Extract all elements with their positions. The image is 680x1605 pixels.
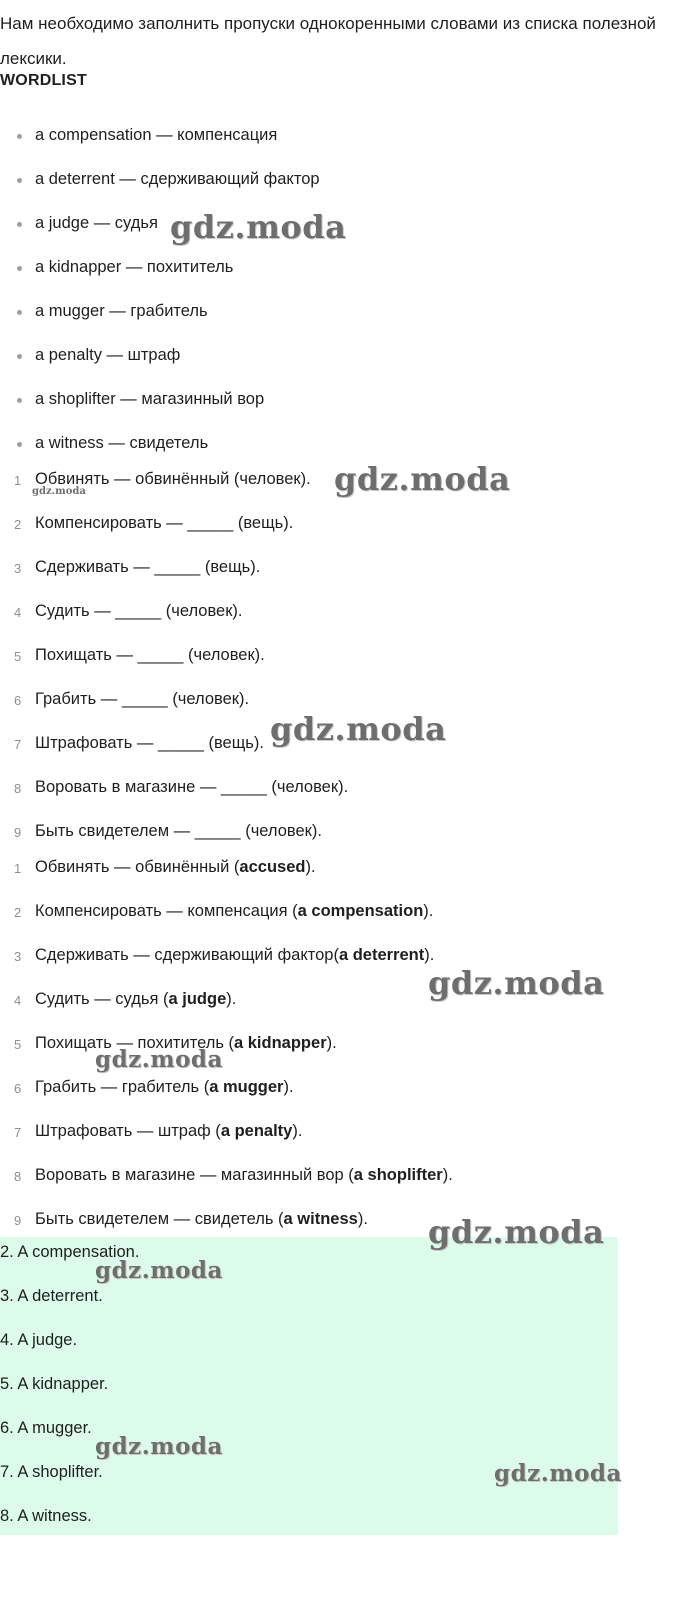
task-text: Похищать — _____ (человек). bbox=[35, 646, 265, 664]
answer-item: 3. A deterrent. bbox=[0, 1287, 103, 1305]
solution-text: Грабить — грабитель ( bbox=[35, 1078, 210, 1096]
task-item bbox=[0, 776, 348, 820]
solution-tail: ). bbox=[326, 1034, 337, 1052]
watermark: gdz.moda bbox=[95, 1433, 223, 1460]
solution-text: Обвинять — обвинённый ( bbox=[35, 858, 240, 876]
solution-tail: ). bbox=[442, 1166, 453, 1184]
solution-item bbox=[0, 856, 453, 900]
task-text: Обвинять — обвинённый (человек). bbox=[35, 470, 311, 488]
task-item bbox=[0, 600, 348, 644]
task-item bbox=[0, 732, 348, 776]
wordlist-item: a judge — судья bbox=[0, 212, 320, 256]
solution-answer: a shoplifter bbox=[353, 1166, 443, 1184]
task-number: 5 bbox=[14, 649, 22, 664]
solution-tail: ). bbox=[305, 858, 316, 876]
solution-item bbox=[0, 1076, 453, 1120]
solution-text: Быть свидетелем — свидетель ( bbox=[35, 1210, 284, 1228]
task-text: Грабить — _____ (человек). bbox=[35, 690, 250, 708]
solution-number: 1 bbox=[14, 861, 22, 876]
task-number: 4 bbox=[14, 605, 22, 620]
task-item bbox=[0, 644, 348, 688]
task-text: Сдерживать — _____ (вещь). bbox=[35, 558, 261, 576]
solution-number: 7 bbox=[14, 1125, 22, 1140]
solution-number: 2 bbox=[14, 905, 22, 920]
wordlist-item: a kidnapper — похититель bbox=[0, 256, 320, 300]
solution-number: 5 bbox=[14, 1037, 22, 1052]
watermark: gdz.moda bbox=[494, 1460, 622, 1487]
task-number: 8 bbox=[14, 781, 22, 796]
solution-number: 4 bbox=[14, 993, 22, 1008]
solution-item bbox=[0, 1164, 453, 1208]
task-number: 7 bbox=[14, 737, 22, 752]
solution-answer: a kidnapper bbox=[234, 1034, 327, 1052]
task-text: Судить — _____ (человек). bbox=[35, 602, 243, 620]
solution-item bbox=[0, 988, 453, 1032]
task-text: Быть свидетелем — _____ (человек). bbox=[35, 822, 322, 840]
answer-item: 8. A witness. bbox=[0, 1507, 92, 1525]
solution-text: Компенсировать — компенсация ( bbox=[35, 902, 298, 920]
answer-item: 7. A shoplifter. bbox=[0, 1463, 103, 1481]
answers-box bbox=[0, 1237, 618, 1535]
task-item bbox=[0, 468, 348, 512]
answer-item: 2. A compensation. bbox=[0, 1243, 140, 1261]
solution-answer: a compensation bbox=[297, 902, 424, 920]
solution-tail: ). bbox=[423, 902, 434, 920]
wordlist-item: a penalty — штраф bbox=[0, 344, 320, 388]
task-number: 9 bbox=[14, 825, 22, 840]
solution-answer: a deterrent bbox=[338, 946, 425, 964]
task-text: Компенсировать — _____ (вещь). bbox=[35, 514, 294, 532]
watermark: gdz.moda bbox=[32, 486, 86, 497]
solution-tail: ). bbox=[283, 1078, 294, 1096]
solution-tail: ). bbox=[424, 946, 435, 964]
answer-item: 4. A judge. bbox=[0, 1331, 78, 1349]
watermark: gdz.moda bbox=[428, 1213, 605, 1251]
task-item bbox=[0, 556, 348, 600]
solution-tail: ). bbox=[292, 1122, 303, 1140]
wordlist bbox=[0, 124, 320, 476]
task-list bbox=[0, 468, 348, 864]
solution-item bbox=[0, 1120, 453, 1164]
task-number: 2 bbox=[14, 517, 22, 532]
answer-item: 6. A mugger. bbox=[0, 1419, 92, 1437]
solution-number: 9 bbox=[14, 1213, 22, 1228]
watermark: gdz.moda bbox=[170, 208, 347, 246]
solution-text: Воровать в магазине — магазинный вор ( bbox=[35, 1166, 354, 1184]
solution-item bbox=[0, 944, 453, 988]
solution-answer: accused bbox=[239, 858, 306, 876]
solution-answer: a witness bbox=[283, 1210, 358, 1228]
task-text: Воровать в магазине — _____ (человек). bbox=[35, 778, 349, 796]
solution-number: 6 bbox=[14, 1081, 22, 1096]
wordlist-item: a deterrent — сдерживающий фактор bbox=[0, 168, 320, 212]
solution-answer: a penalty bbox=[220, 1122, 293, 1140]
solution-answer: a mugger bbox=[209, 1078, 284, 1096]
task-item bbox=[0, 688, 348, 732]
solution-number: 3 bbox=[14, 949, 22, 964]
wordlist-item: a mugger — грабитель bbox=[0, 300, 320, 344]
watermark: gdz.moda bbox=[428, 964, 605, 1002]
solution-list bbox=[0, 856, 453, 1252]
task-text: Штрафовать — _____ (вещь). bbox=[35, 734, 264, 752]
task-number: 3 bbox=[14, 561, 22, 576]
solution-answer: a judge bbox=[168, 990, 227, 1008]
watermark: gdz.moda bbox=[270, 710, 447, 748]
solution-text: Судить — судья ( bbox=[35, 990, 169, 1008]
solution-text: Сдерживать — сдерживающий фактор( bbox=[35, 946, 339, 964]
solution-item bbox=[0, 1032, 453, 1076]
wordlist-heading: WORDLIST bbox=[0, 72, 87, 89]
answer-item: 5. A kidnapper. bbox=[0, 1375, 109, 1393]
task-number: 1 bbox=[14, 473, 22, 488]
watermark: gdz.moda bbox=[95, 1046, 223, 1073]
solution-number: 8 bbox=[14, 1169, 22, 1184]
solution-item bbox=[0, 900, 453, 944]
task-item bbox=[0, 512, 348, 556]
wordlist-item: a compensation — компенсация bbox=[0, 124, 320, 168]
wordlist-item: a witness — свидетель bbox=[0, 432, 320, 476]
intro-text: Нам необходимо заполнить пропуски однокоренными словами из списка полезной лексики. bbox=[0, 14, 656, 68]
solution-tail: ). bbox=[226, 990, 237, 1008]
solution-text: Похищать — похититель ( bbox=[35, 1034, 234, 1052]
task-number: 6 bbox=[14, 693, 22, 708]
solution-tail: ). bbox=[357, 1210, 368, 1228]
watermark: gdz.moda bbox=[334, 460, 511, 498]
solution-text: Штрафовать — штраф ( bbox=[35, 1122, 221, 1140]
watermark: gdz.moda bbox=[95, 1257, 223, 1284]
wordlist-item: a shoplifter — магазинный вор bbox=[0, 388, 320, 432]
